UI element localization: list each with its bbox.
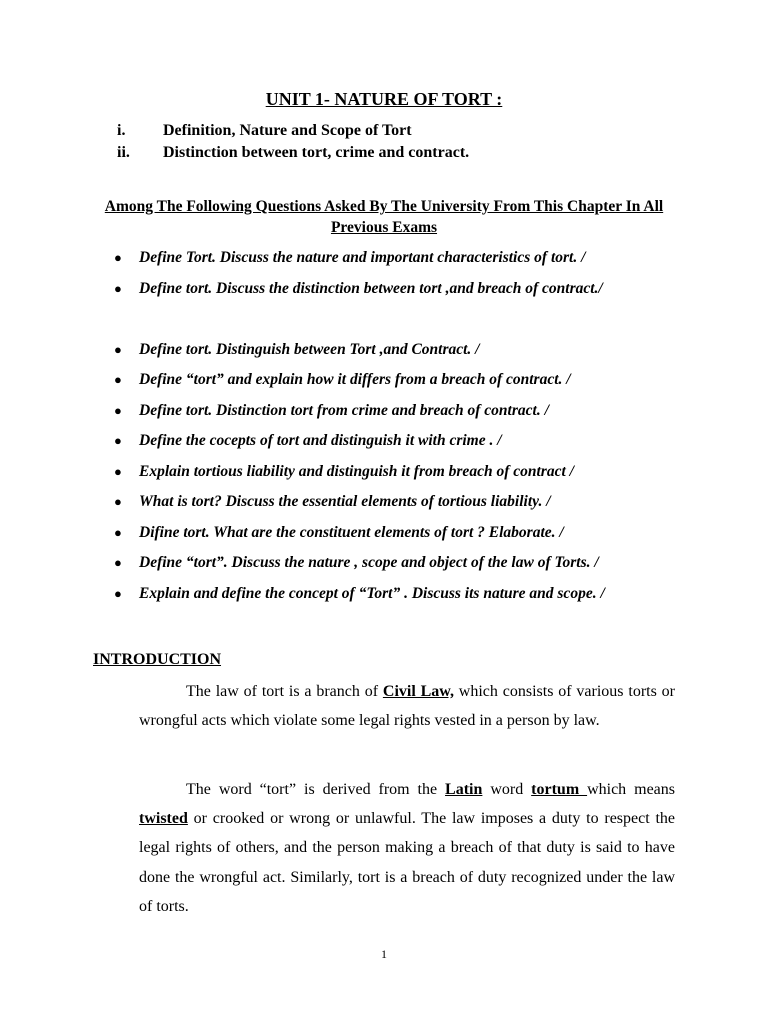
paragraph-text: which means (587, 781, 675, 798)
bullet-icon: ● (114, 250, 122, 265)
page-title: UNIT 1- NATURE OF TORT : (265, 89, 503, 109)
question-item: Define Tort. Discuss the nature and important characteristics of tort. / (139, 249, 586, 266)
question-item: Difine tort. What are the constituent elements of tort ? Elaborate. / (139, 524, 564, 541)
bullet-icon: ● (114, 403, 122, 418)
toc-item (117, 144, 469, 162)
keyword: Latin (445, 781, 483, 798)
bullet-icon: ● (114, 555, 122, 570)
paragraph (139, 775, 675, 921)
question-item: Define “tort”. Discuss the nature , scope and object of the law of Torts. / (139, 554, 599, 571)
questions-heading: Among The Following Questions Asked By The University From This Chapter In All Previous Exams (104, 198, 664, 236)
question-item: Define tort. Discuss the distinction between tort ,and breach of contract./ (139, 280, 603, 297)
paragraph (139, 677, 675, 735)
page-number: 1 (381, 947, 387, 961)
paragraph-text: The law of tort is a branch of (186, 683, 383, 700)
toc-number: i. (117, 122, 126, 139)
bullet-icon: ● (114, 281, 122, 296)
question-item: What is tort? Discuss the essential elements of tortious liability. / (139, 493, 551, 510)
toc-item (117, 122, 412, 140)
paragraph-text: The word “tort” is derived from the (186, 781, 446, 798)
bullet-icon: ● (114, 586, 122, 601)
bullet-icon: ● (114, 494, 122, 509)
keyword: Civil Law, (382, 683, 454, 700)
keyword: tortum (531, 781, 588, 798)
paragraph-text: or crooked or wrong or unlawful. The law imposes a duty to respect the legal rights of others, and the person making a breach of that duty is said to have done the wrongful act. Similarly, tort is a breach of duty recognized under the law of torts. (139, 810, 675, 915)
question-item: Define “tort” and explain how it differs from a breach of contract. / (139, 371, 571, 388)
question-item: Define tort. Distinguish between Tort ,and Contract. / (139, 341, 480, 358)
bullet-icon: ● (114, 342, 122, 357)
question-item: Explain and define the concept of “Tort” . Discuss its nature and scope. / (139, 585, 605, 602)
bullet-icon: ● (114, 525, 122, 540)
paragraph-text: word (482, 781, 532, 798)
toc-text: Definition, Nature and Scope of Tort (163, 122, 412, 139)
question-item: Define tort. Distinction tort from crime and breach of contract. / (139, 402, 549, 419)
section-heading: INTRODUCTION (93, 651, 222, 668)
toc-text: Distinction between tort, crime and contract. (163, 144, 470, 161)
paragraph-text: which consists of various torts or wrongful acts which violate some legal rights vested in a person by law. (139, 683, 675, 730)
toc-number: ii. (117, 144, 130, 161)
keyword: twisted (139, 810, 188, 828)
bullet-icon: ● (114, 433, 122, 448)
bullet-icon: ● (114, 372, 122, 387)
question-item: Explain tortious liability and distinguish it from breach of contract / (139, 463, 574, 480)
bullet-icon: ● (114, 464, 122, 479)
question-item: Define the cocepts of tort and distinguish it with crime . / (139, 432, 502, 449)
